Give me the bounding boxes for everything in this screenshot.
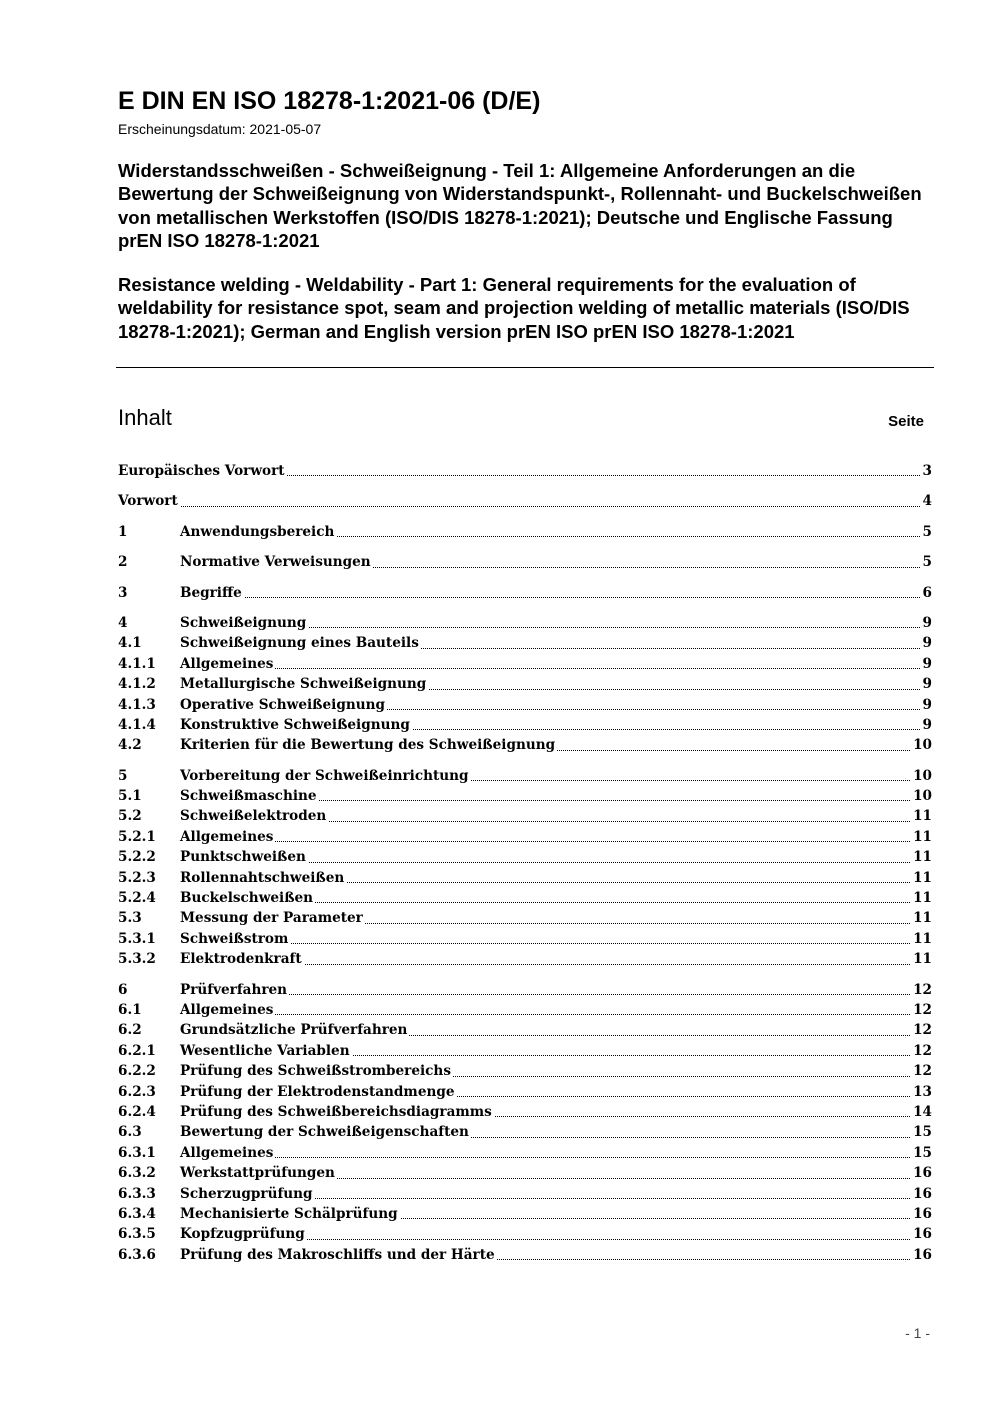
toc-entry-number: 6.2.1 (118, 1041, 180, 1061)
toc-entry[interactable] (118, 1184, 932, 1204)
toc-entry-number: 6.3.2 (118, 1163, 180, 1183)
toc-entry-title: Kopfzugprüfung (180, 1226, 305, 1243)
toc-entry[interactable] (118, 908, 932, 928)
toc-entry[interactable] (118, 1204, 932, 1224)
toc-entry-page: 11 (911, 949, 932, 969)
toc-entry-number: 6.3.5 (118, 1224, 180, 1244)
toc-entry-page: 11 (911, 806, 932, 826)
toc-entry[interactable] (118, 583, 932, 603)
toc-entry-number: 5.2.4 (118, 888, 180, 908)
toc-entry-title: Allgemeines (180, 655, 274, 672)
toc-entry[interactable] (118, 491, 932, 511)
toc-entry-number: 5.1 (118, 786, 180, 806)
toc-entry[interactable] (118, 1224, 932, 1244)
toc-entry-page: 13 (911, 1082, 932, 1102)
toc-entry-page: 12 (911, 1041, 932, 1061)
toc-entry-page: 11 (911, 888, 932, 908)
toc-entry[interactable] (118, 766, 932, 786)
toc-entry-page: 12 (911, 1020, 932, 1040)
toc-entry-number: 6.2.3 (118, 1082, 180, 1102)
toc-entry-title: Wesentliche Variablen (180, 1042, 350, 1059)
toc-entry-title: Prüfung des Schweißstrombereichs (180, 1063, 451, 1080)
toc-entry-title: Prüfverfahren (180, 981, 288, 998)
toc-entry[interactable] (118, 1020, 932, 1040)
toc-entry-title: Operative Schweißeignung (180, 696, 385, 713)
toc-entry[interactable] (118, 806, 932, 826)
toc-entry-title: Metallurgische Schweißeignung (180, 676, 427, 693)
toc-entry-number: 6.3.3 (118, 1184, 180, 1204)
toc-entry-title: Mechanisierte Schälprüfung (180, 1205, 398, 1222)
toc-entry-number: 5.2 (118, 806, 180, 826)
toc-entry-page: 12 (911, 1000, 932, 1020)
toc-entry-number: 5.3.2 (118, 949, 180, 969)
toc-entry[interactable] (118, 522, 932, 542)
toc-entry-page: 5 (921, 522, 932, 542)
toc-entry-number: 6.2 (118, 1020, 180, 1040)
toc-entry[interactable] (118, 1163, 932, 1183)
toc-entry-number: 5 (118, 766, 180, 786)
toc-entry-number: 5.2.1 (118, 827, 180, 847)
toc-entry[interactable] (118, 633, 932, 653)
toc-entry[interactable] (118, 1082, 932, 1102)
toc-entry-page: 10 (911, 735, 932, 755)
toc-entry-page: 14 (911, 1102, 932, 1122)
toc-entry-page: 3 (921, 461, 932, 481)
toc-entry-title: Scherzugprüfung (180, 1185, 313, 1202)
header-divider (116, 367, 934, 368)
toc-entry-title: Schweißelektroden (180, 808, 327, 825)
toc-entry-page: 10 (911, 766, 932, 786)
toc-entry[interactable] (118, 1102, 932, 1122)
toc-entry[interactable] (118, 929, 932, 949)
toc-entry-number: 4.2 (118, 735, 180, 755)
toc-entry-number: 6 (118, 980, 180, 1000)
toc-entry-number: 1 (118, 522, 180, 542)
toc-entry-title: Allgemeines (180, 1001, 274, 1018)
toc-entry-page: 4 (921, 491, 932, 511)
toc-entry[interactable] (118, 695, 932, 715)
toc-entry-page: 9 (921, 633, 932, 653)
toc-entry-title: Vorbereitung der Schweißeinrichtung (180, 767, 469, 784)
toc-entry[interactable] (118, 461, 932, 481)
toc-entry-title: Rollennahtschweißen (180, 869, 345, 886)
toc-entry-title: Punktschweißen (180, 849, 306, 866)
toc-entry-number: 4.1.1 (118, 654, 180, 674)
toc-entry-number: 5.2.2 (118, 847, 180, 867)
toc-entry-title: Prüfung des Schweißbereichsdiagramms (180, 1103, 492, 1120)
page-number: - 1 - (905, 1325, 930, 1341)
toc-entry-number: 4.1.4 (118, 715, 180, 735)
toc-entry-page: 10 (911, 786, 932, 806)
toc-entry-number: 5.2.3 (118, 868, 180, 888)
issue-date: Erscheinungsdatum: 2021-05-07 (118, 121, 322, 137)
toc-entry[interactable] (118, 1122, 932, 1142)
toc-entry[interactable] (118, 1000, 932, 1020)
toc-entry[interactable] (118, 613, 932, 633)
toc-entry[interactable] (118, 980, 932, 1000)
toc-entry-page: 9 (921, 613, 932, 633)
toc-entry[interactable] (118, 949, 932, 969)
document-id: E DIN EN ISO 18278-1:2021-06 (D/E) (118, 87, 541, 115)
toc-entry-title: Prüfung des Makroschliffs und der Härte (180, 1246, 495, 1263)
toc-entry-number: 5.3 (118, 908, 180, 928)
toc-entry-page: 11 (911, 827, 932, 847)
toc-entry-title: Prüfung der Elektrodenstandmenge (180, 1083, 455, 1100)
toc-entry-page: 15 (911, 1122, 932, 1142)
toc-entry[interactable] (118, 735, 932, 755)
toc-entry-number: 6.2.2 (118, 1061, 180, 1081)
toc-entry-page: 9 (921, 715, 932, 735)
toc-entry-title: Schweißeignung eines Bauteils (180, 635, 419, 652)
toc-entry[interactable] (118, 654, 932, 674)
toc-entry[interactable] (118, 1041, 932, 1061)
toc-entry[interactable] (118, 888, 932, 908)
toc-entry-title: Kriterien für die Bewertung des Schweißeignung (180, 737, 556, 754)
toc-entry-title: Grundsätzliche Prüfverfahren (180, 1022, 408, 1039)
toc-entry[interactable] (118, 674, 932, 694)
toc-entry-page: 15 (911, 1143, 932, 1163)
title-german: Widerstandsschweißen - Schweißeignung - Teil 1: Allgemeine Anforderungen an die Bewertung der Schweißeignung von Widerstandspunkt-, Rollennaht- und Buckelschweißen von metallischen Werkstoffen (ISO/DIS 18278-1:2021); Deutsche und Englische Fassung prEN ISO 18278-1:2021 (118, 160, 922, 251)
toc-title: Inhalt (118, 405, 172, 430)
toc-entry[interactable] (118, 552, 932, 572)
toc-entry-page: 11 (911, 847, 932, 867)
toc-entry[interactable] (118, 1245, 932, 1265)
toc-entry-number: 3 (118, 583, 180, 603)
toc-entry-title: Bewertung der Schweißeigenschaften (180, 1124, 469, 1141)
toc-entry-number: 6.3.1 (118, 1143, 180, 1163)
toc-entry-number: 4.1 (118, 633, 180, 653)
toc-entry-page: 12 (911, 980, 932, 1000)
toc-entry-title: Normative Verweisungen (180, 554, 371, 571)
toc-entry-title: Messung der Parameter (180, 910, 363, 927)
toc-entry-title: Vorwort (118, 493, 178, 510)
toc-entry-page: 16 (911, 1204, 932, 1224)
title-english: Resistance welding - Weldability - Part 1: General requirements for the evaluation of weldability for resistance spot, seam and projection welding of metallic materials (ISO/DIS 18278-1:2021); German and English version prEN ISO prEN ISO 18278-1:2021 (118, 274, 910, 342)
toc-entry-title: Schweißeignung (180, 614, 307, 631)
toc-entry-page: 11 (911, 908, 932, 928)
toc-entry-number: 2 (118, 552, 180, 572)
toc-entry-page: 16 (911, 1184, 932, 1204)
toc-entry-number: 6.2.4 (118, 1102, 180, 1122)
toc-entry-number: 5.3.1 (118, 929, 180, 949)
toc-entry-title: Schweißstrom (180, 930, 289, 947)
toc-entry-number: 4.1.2 (118, 674, 180, 694)
toc-entry-page: 11 (911, 929, 932, 949)
toc-entry-page: 12 (911, 1061, 932, 1081)
toc-entry-title: Werkstattprüfungen (180, 1165, 335, 1182)
toc-entry-title: Allgemeines (180, 1144, 274, 1161)
toc-entry-page: 16 (911, 1163, 932, 1183)
toc-entry-title: Allgemeines (180, 828, 274, 845)
toc-entry-number: 4.1.3 (118, 695, 180, 715)
toc-entry-number: 6.3.4 (118, 1204, 180, 1224)
toc-entry-title: Buckelschweißen (180, 890, 314, 907)
toc-entry[interactable] (118, 1061, 932, 1081)
toc-entry-title: Schweißmaschine (180, 788, 317, 805)
toc-entry[interactable] (118, 786, 932, 806)
toc-entry[interactable] (118, 715, 932, 735)
toc-entry-number: 6.3 (118, 1122, 180, 1142)
toc-entry-title: Europäisches Vorwort (118, 463, 285, 479)
toc-entry[interactable] (118, 827, 932, 847)
toc-entry-page: 6 (921, 583, 932, 603)
toc-page-label: Seite (888, 413, 924, 430)
table-of-contents (118, 461, 932, 1265)
toc-entry-page: 16 (911, 1224, 932, 1244)
toc-entry-number: 4 (118, 613, 180, 633)
toc-entry[interactable] (118, 1143, 932, 1163)
toc-entry[interactable] (118, 847, 932, 867)
toc-entry-title: Konstruktive Schweißeignung (180, 716, 410, 733)
toc-entry-number: 6.3.6 (118, 1245, 180, 1265)
toc-leader-dots (118, 506, 932, 507)
toc-entry-title: Anwendungsbereich (180, 523, 335, 540)
toc-entry-title: Elektrodenkraft (180, 951, 302, 968)
toc-entry-title: Begriffe (180, 584, 242, 601)
toc-entry-page: 9 (921, 674, 932, 694)
toc-entry-page: 11 (911, 868, 932, 888)
toc-entry[interactable] (118, 868, 932, 888)
toc-entry-page: 9 (921, 654, 932, 674)
toc-entry-page: 5 (921, 552, 932, 572)
toc-entry-number: 6.1 (118, 1000, 180, 1020)
toc-entry-page: 16 (911, 1245, 932, 1265)
toc-entry-page: 9 (921, 695, 932, 715)
